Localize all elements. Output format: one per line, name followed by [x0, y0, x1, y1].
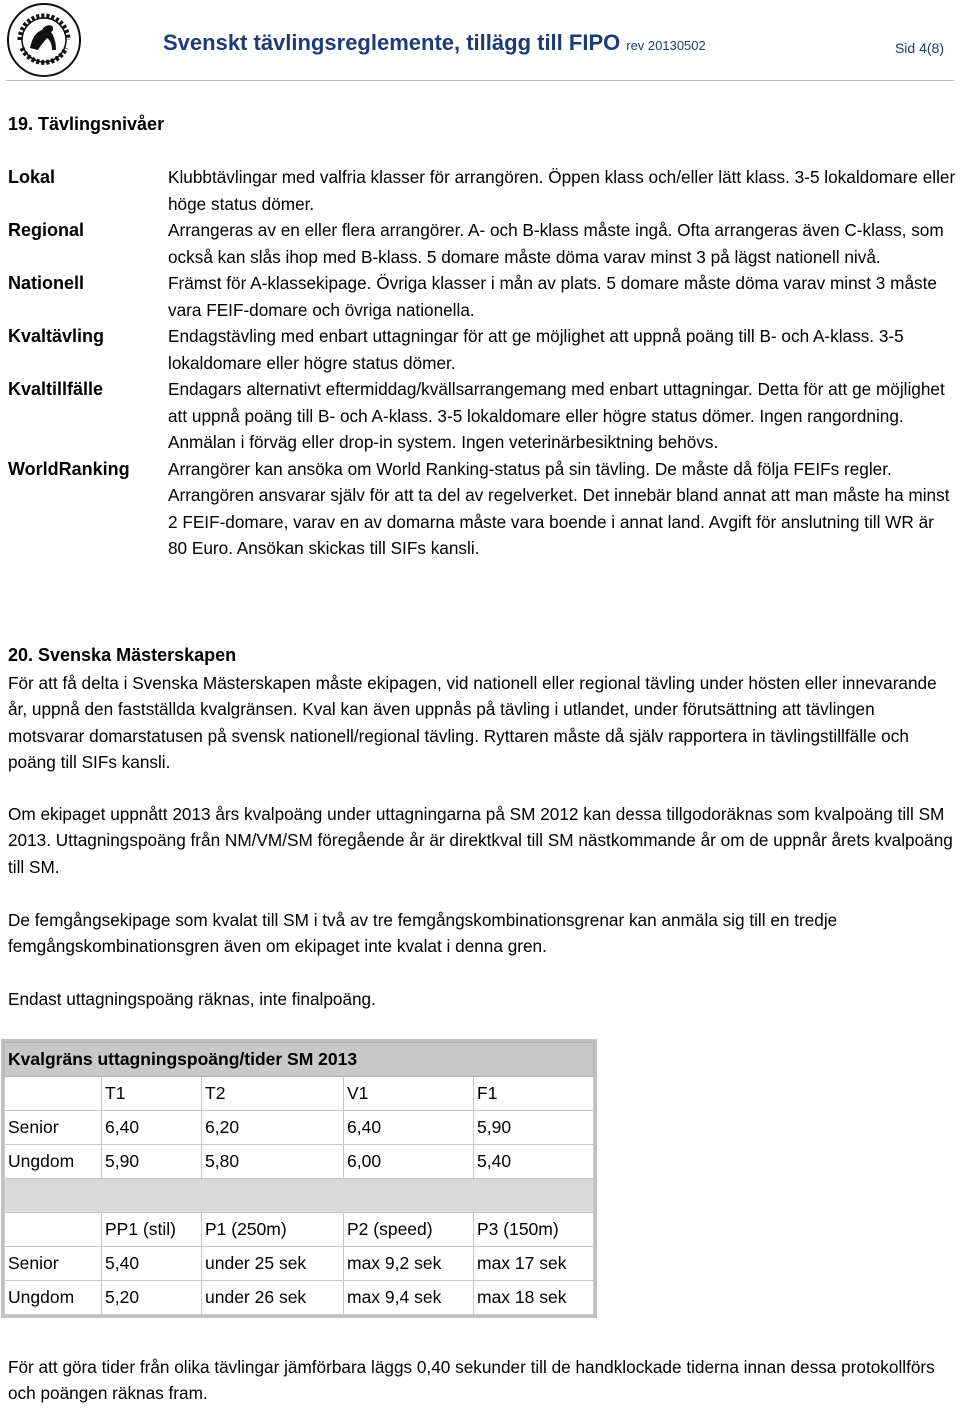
level-term: WorldRanking [8, 458, 130, 479]
table-row [5, 1145, 594, 1179]
table-header-row [5, 1213, 594, 1247]
table-cell: max 9,2 sek [344, 1247, 474, 1281]
level-term: Lokal [8, 167, 56, 187]
level-description: Arrangeras av en eller flera arrangörer. A- och B-klass måste ingå. Ofta arrangeras även C-klass, som också kan slås ihop med B-klass. 5 domare måste döma varav minst 3 på lägst nationell nivå. [168, 220, 944, 267]
level-description: Klubbtävlingar med valfria klasser för arrangören. Öppen klass och/eller lätt klass. 3-5 lokaldomare eller höge status dömer. [168, 167, 956, 214]
table-cell: P3 (150m) [474, 1213, 594, 1247]
paragraph: Om ekipaget uppnått 2013 års kvalpoäng under uttagningarna på SM 2012 kan dessa tillgodoräknas som kvalpoäng till SM 2013. Uttagningspoäng från NM/VM/SM föregående år är direktkval till SM nästkommande år om de uppnår årets kvalpoäng till SM. [8, 804, 953, 877]
revision-label: rev 20130502 [626, 38, 706, 53]
section-19-heading: 19. Tävlingsnivåer [8, 114, 165, 134]
table-cell: Ungdom [5, 1281, 102, 1315]
section-20-heading: 20. Svenska Mästerskapen [8, 645, 237, 665]
level-term: Kvaltävling [8, 326, 105, 346]
level-description: Arrangörer kan ansöka om World Ranking-status på sin tävling. De måste då följa FEIFs regler. Arrangören ansvarar själv för att ta del av regelverket. Det innebär bland annat att man måste ha minst 2 FEIF-domare, varav en av domarna måste vara boende i annat land. Avgift för anslutning till WR är 80 Euro. Ansökan skickas till SIFs kansli. [168, 458, 950, 558]
table-cell: under 26 sek [202, 1281, 344, 1315]
document-title: Svenskt tävlingsreglemente, tillägg till FIPO rev 20130502 [163, 30, 706, 55]
level-term: Regional [8, 220, 85, 240]
table-separator-cell [5, 1179, 594, 1213]
level-term: Nationell [8, 273, 85, 293]
table-cell: 5,80 [202, 1145, 344, 1179]
table-row [5, 1247, 594, 1281]
table-cell: Senior [5, 1111, 102, 1145]
paragraph: Endast uttagningspoäng räknas, inte finalpoäng. [8, 989, 376, 1009]
footer-paragraph: För att göra tider från olika tävlingar jämförbara läggs 0,40 sekunder till de handklockade tiderna innan dessa protokollförs och poängen räknas fram. [8, 1357, 935, 1404]
table-cell: max 9,4 sek [344, 1281, 474, 1315]
table-cell: under 25 sek [202, 1247, 344, 1281]
qualification-table [4, 1042, 594, 1315]
level-description: Endagstävling med enbart uttagningar för att ge möjlighet att uppnå poäng till B- och A-klass. 3-5 lokaldomare eller högre status dömer. [168, 326, 904, 373]
competition-levels-list [8, 164, 956, 562]
federation-logo-icon [6, 2, 82, 78]
level-description: Främst för A-klassekipage. Övriga klasser i mån av plats. 5 domare måste döma varav minst 3 måste vara FEIF-domare och övriga nationella. [168, 273, 937, 320]
level-description: Endagars alternativt eftermiddag/kvällsarrangemang med enbart uttagningar. Detta för att ge möjlighet att uppnå poäng till B- och A-klass. 3-5 lokaldomare eller högre status dömer. Ingen rangordning. Anmälan i förväg eller drop-in system. Ingen veterinärbesiktning behövs. [168, 379, 945, 452]
table-cell: 6,00 [344, 1145, 474, 1179]
table-cell: Ungdom [5, 1145, 102, 1179]
table-cell: 6,40 [102, 1111, 202, 1145]
table-cell: max 18 sek [474, 1281, 594, 1315]
table-cell: max 17 sek [474, 1247, 594, 1281]
table-header-row [5, 1077, 594, 1111]
table-cell: 5,90 [102, 1145, 202, 1179]
paragraph: För att få delta i Svenska Mästerskapen måste ekipagen, vid nationell eller regional tävling under hösten eller innevarande år, uppnå den fastställda kvalgränsen. Kval kan även uppnås på tävling i utlandet, under förutsättning att tävlingen motsvarar domarstatusen på svensk nationell/regional tävling. Ryttaren måste då själv rapportera in tävlingstillfälle och poäng till SIFs kansli. [8, 673, 937, 772]
table-caption-row [5, 1043, 594, 1077]
table-cell: PP1 (stil) [102, 1213, 202, 1247]
table-cell: P1 (250m) [202, 1213, 344, 1247]
table-cell: 5,90 [474, 1111, 594, 1145]
table-cell: P2 (speed) [344, 1213, 474, 1247]
table-cell: 5,40 [474, 1145, 594, 1179]
table-cell: 6,40 [344, 1111, 474, 1145]
level-item-kvaltavling [8, 323, 956, 376]
table-cell: T2 [202, 1077, 344, 1111]
table-cell: 5,20 [102, 1281, 202, 1315]
paragraph: De femgångsekipage som kvalat till SM i två av tre femgångskombinationsgrenar kan anmäla sig till en tredje femgångskombinationsgren även om ekipaget inte kvalat i denna gren. [8, 910, 838, 957]
level-item-nationell [8, 270, 956, 323]
page-number: Sid 4(8) [894, 40, 944, 56]
table-cell: 5,40 [102, 1247, 202, 1281]
level-item-regional [8, 217, 956, 270]
table-cell: T1 [102, 1077, 202, 1111]
header-divider [6, 80, 954, 81]
table-cell: V1 [344, 1077, 474, 1111]
table-row [5, 1111, 594, 1145]
level-term: Kvaltillfälle [8, 379, 104, 399]
table-cell [5, 1213, 102, 1247]
table-separator-row [5, 1179, 594, 1213]
table-cell: 6,20 [202, 1111, 344, 1145]
table-cell: F1 [474, 1077, 594, 1111]
level-item-worldranking [8, 456, 956, 562]
table-cell [5, 1077, 102, 1111]
level-item-lokal [8, 164, 956, 217]
table-row [5, 1281, 594, 1315]
level-item-kvaltillfalle [8, 376, 956, 456]
table-caption: Kvalgräns uttagningspoäng/tider SM 2013 [5, 1043, 594, 1077]
table-cell: Senior [5, 1247, 102, 1281]
